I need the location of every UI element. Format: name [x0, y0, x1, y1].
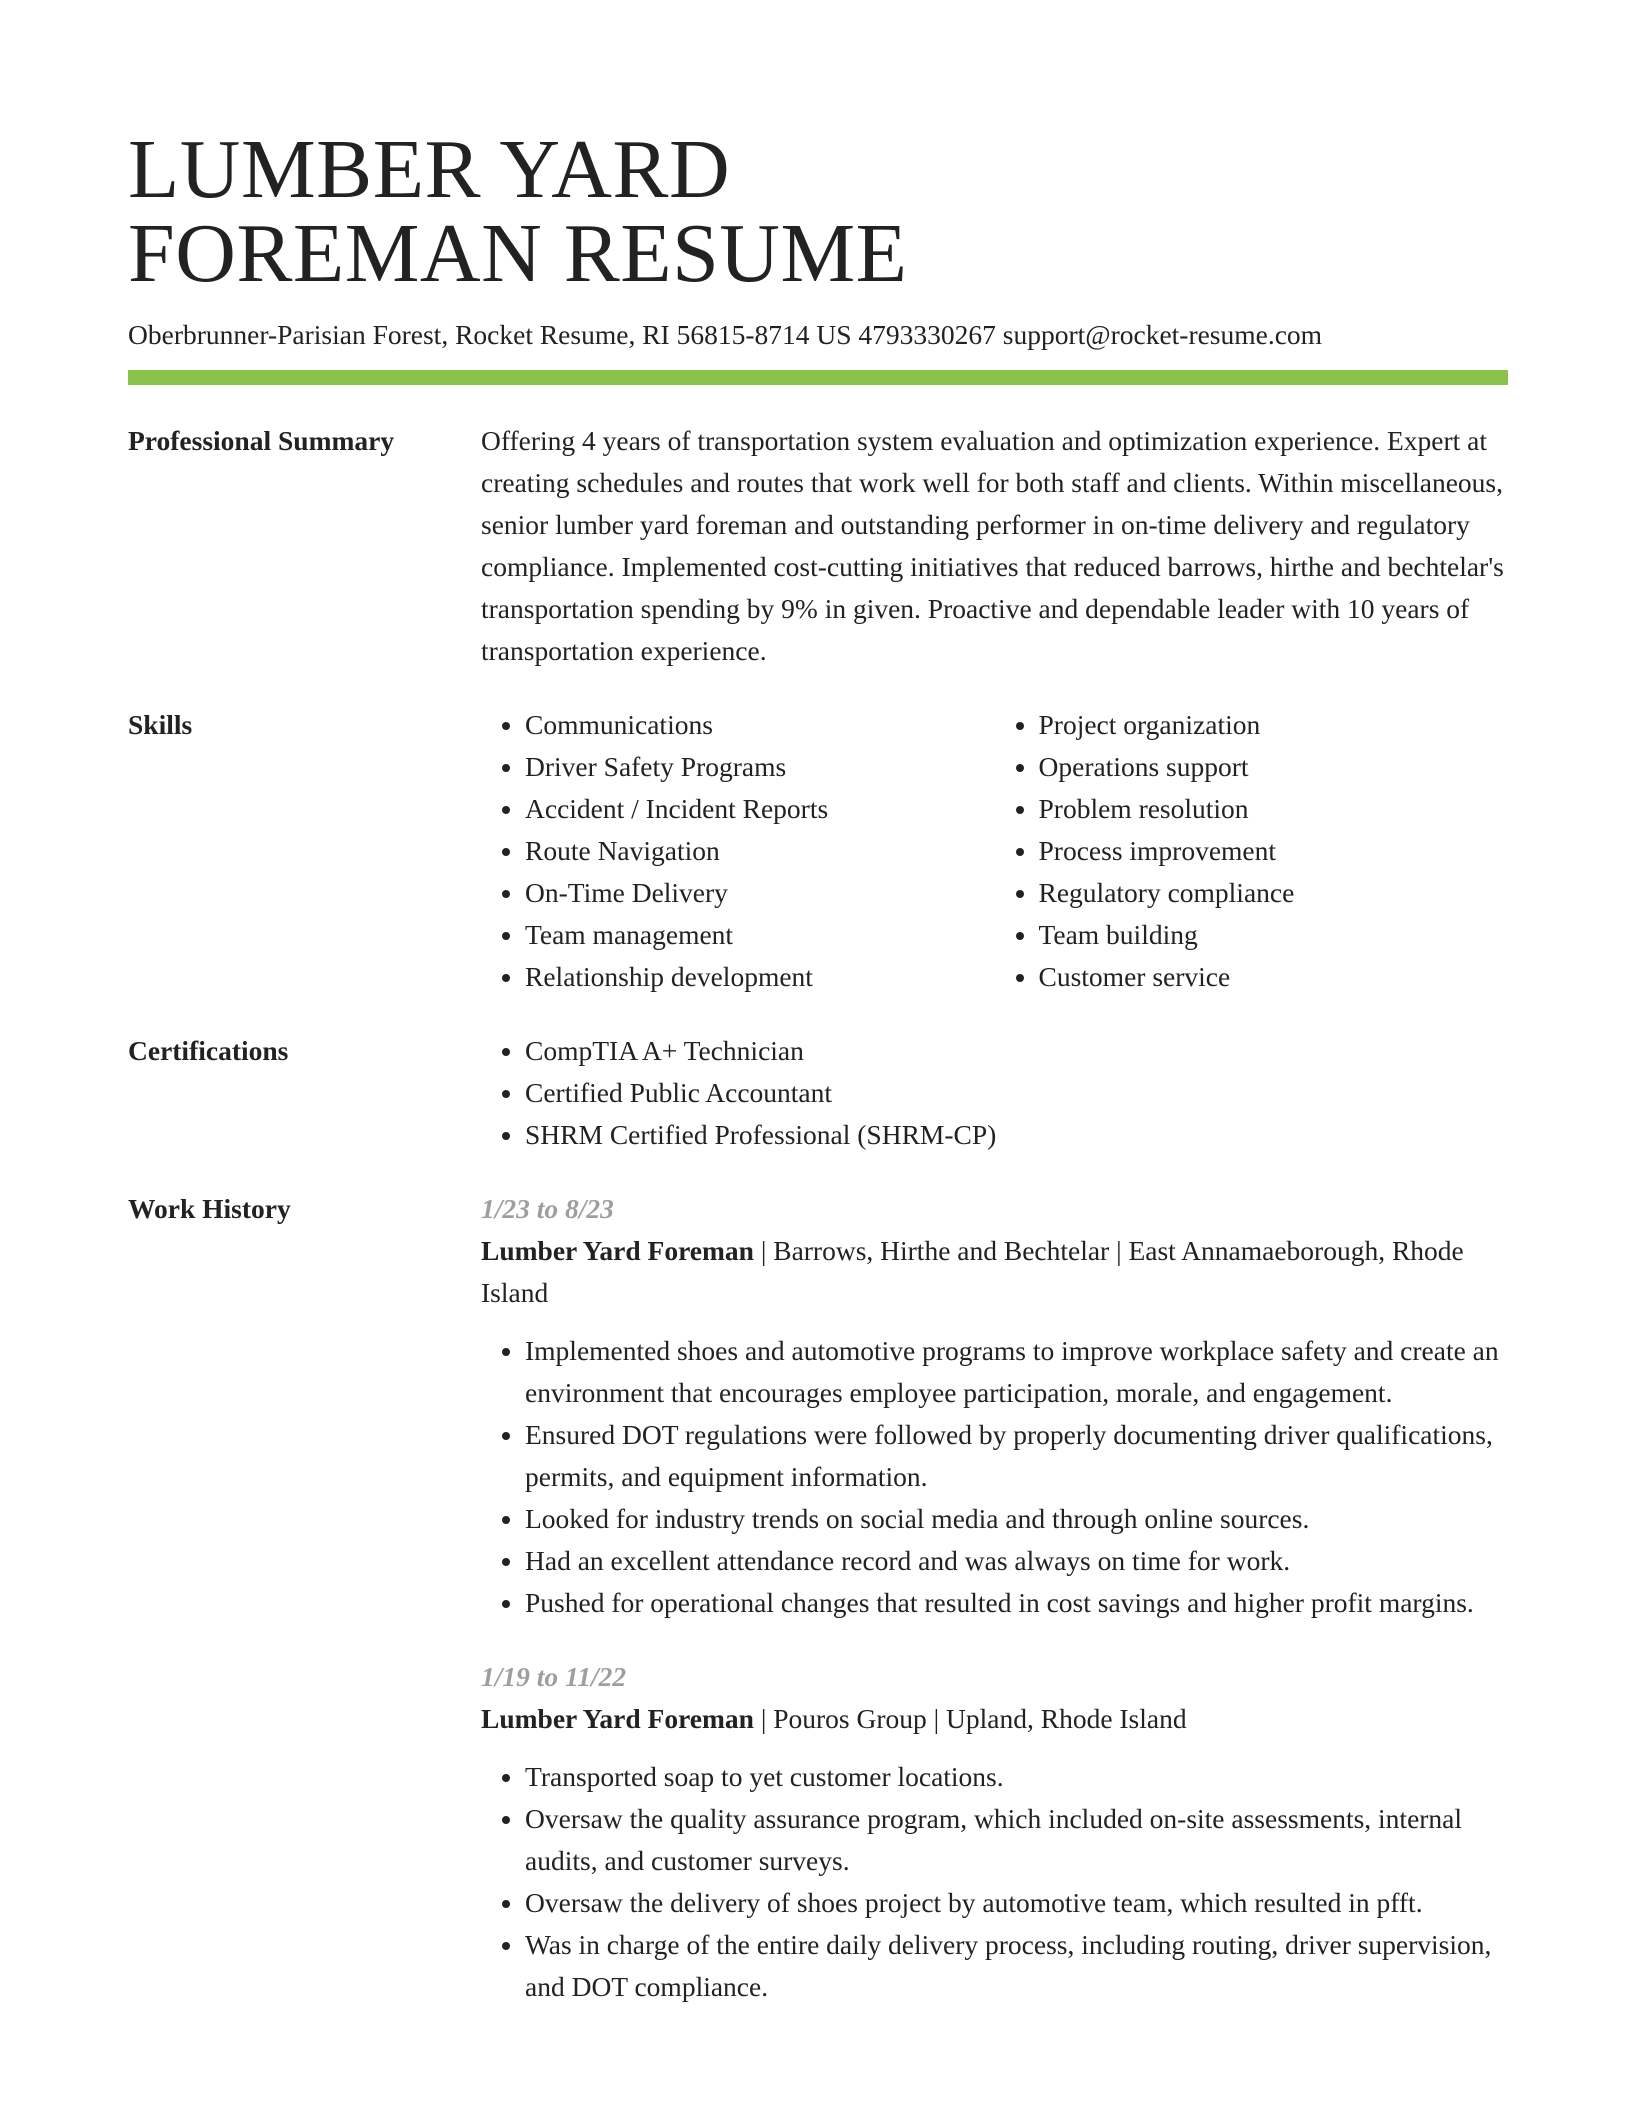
job-bullet-list: [481, 1756, 1508, 2008]
job-employer-location: | Barrows, Hirthe and Bechtelar | East Annamaeborough, Rhode Island: [481, 1235, 1464, 1308]
skills-section: [128, 704, 1508, 998]
skill-item: • Route Navigation: [525, 830, 995, 872]
certifications-body: [481, 1030, 1508, 1156]
job-dates: 1/23 to 8/23: [481, 1193, 614, 1224]
skill-item: • Accident / Incident Reports: [525, 788, 995, 830]
job-bullet-list: [481, 1330, 1508, 1624]
summary-text: Offering 4 years of transportation system evaluation and optimization experience. Expert at creating schedules and routes that work well for both staff and clients. Within miscellaneous, senior lumber yard foreman and outstanding performer in on-time delivery and regulatory compliance. Implemented cost-cutting initiatives that reduced barrows, hirthe and bechtelar's transportation spending by 9% in given. Proactive and dependable leader with 10 years of transportation experience.: [481, 425, 1504, 666]
job-entry: [481, 1656, 1508, 2008]
skill-item: • On-Time Delivery: [525, 872, 995, 914]
job-bullet: • Pushed for operational changes that resulted in cost savings and higher profit margins.: [525, 1582, 1508, 1624]
job-heading: [481, 1230, 1508, 1314]
certifications-list: [481, 1030, 1508, 1156]
job-bullet: • Oversaw the quality assurance program, which included on-site assessments, internal audits, and customer surveys.: [525, 1798, 1508, 1882]
skill-item: • Regulatory compliance: [1039, 872, 1509, 914]
skills-columns: [481, 704, 1508, 998]
certifications-section: [128, 1030, 1508, 1156]
skill-item: • Team management: [525, 914, 995, 956]
job-bullet: • Ensured DOT regulations were followed by properly documenting driver qualifications, permits, and equipment information.: [525, 1414, 1508, 1498]
job-bullet: • Looked for industry trends on social media and through online sources.: [525, 1498, 1508, 1540]
accent-divider: [128, 370, 1508, 385]
skill-item: • Communications: [525, 704, 995, 746]
job-employer-location: | Pouros Group | Upland, Rhode Island: [753, 1703, 1187, 1734]
work-history-body: [481, 1188, 1508, 2008]
skills-heading: Skills: [128, 709, 193, 740]
certifications-heading: Certifications: [128, 1035, 289, 1066]
summary-heading: Professional Summary: [128, 425, 395, 456]
contact-info: Oberbrunner-Parisian Forest, Rocket Resume, RI 56815-8714 US 4793330267 support@rocket-resume.com: [128, 319, 1323, 350]
skill-item: • Driver Safety Programs: [525, 746, 995, 788]
job-title: Lumber Yard Foreman: [481, 1235, 754, 1266]
job-dates: 1/19 to 11/22: [481, 1661, 627, 1692]
certification-item: • CompTIA A+ Technician: [525, 1030, 1508, 1072]
skill-item: • Process improvement: [1039, 830, 1509, 872]
job-title: Lumber Yard Foreman: [481, 1703, 754, 1734]
resume-page: [128, 0, 1508, 2008]
skill-item: • Operations support: [1039, 746, 1509, 788]
certification-item: • Certified Public Accountant: [525, 1072, 1508, 1114]
resume-title: [128, 0, 1508, 300]
skill-item: • Project organization: [1039, 704, 1509, 746]
work-history-section: [128, 1188, 1508, 2008]
skill-item: • Relationship development: [525, 956, 995, 998]
skills-list-right: [995, 704, 1509, 998]
job-bullet: • Implemented shoes and automotive programs to improve workplace safety and create an environment that encourages employee participation, morale, and engagement.: [525, 1330, 1508, 1414]
resume-title-line-2: FOREMAN RESUME: [128, 207, 908, 300]
resume-title-line-1: LUMBER YARD: [128, 123, 731, 216]
job-bullet: • Transported soap to yet customer locations.: [525, 1756, 1508, 1798]
skills-list-left: [481, 704, 995, 998]
summary-section: [128, 420, 1508, 672]
job-bullet: • Was in charge of the entire daily delivery process, including routing, driver supervision, and DOT compliance.: [525, 1924, 1508, 2008]
job-bullet: • Had an excellent attendance record and was always on time for work.: [525, 1540, 1508, 1582]
skill-item: • Team building: [1039, 914, 1509, 956]
skill-item: • Customer service: [1039, 956, 1509, 998]
skill-item: • Problem resolution: [1039, 788, 1509, 830]
job-bullet: • Oversaw the delivery of shoes project by automotive team, which resulted in pfft.: [525, 1882, 1508, 1924]
work-history-heading: Work History: [128, 1193, 291, 1224]
job-heading: [481, 1698, 1508, 1740]
job-entry: [481, 1188, 1508, 1624]
certification-item: • SHRM Certified Professional (SHRM-CP): [525, 1114, 1508, 1156]
